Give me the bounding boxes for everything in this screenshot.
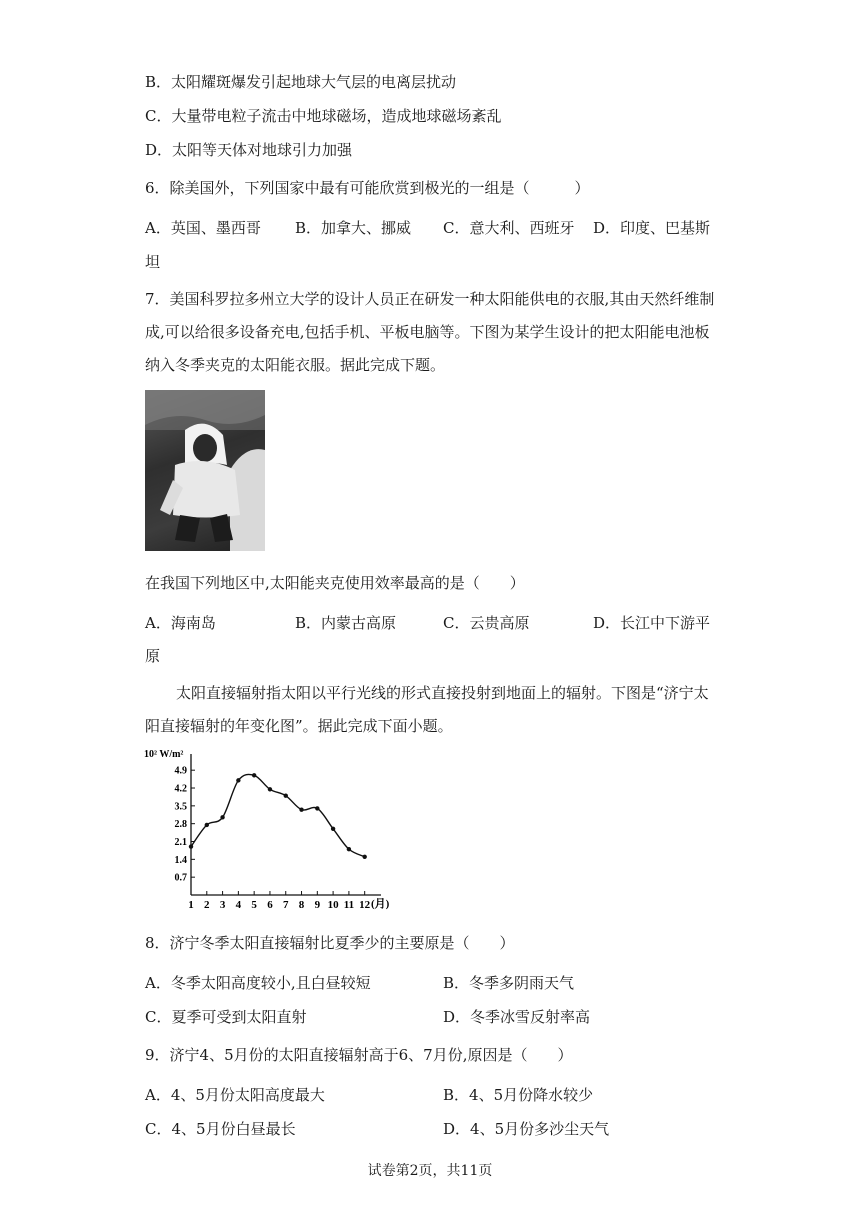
y-tick-label: 4.2 [174, 783, 187, 795]
q9-option-b: B．4、5月份降水较少 [443, 1086, 594, 1104]
y-tick-label: 2.8 [174, 819, 187, 831]
x-tick-label: 8 [298, 899, 305, 911]
data-point [362, 855, 366, 859]
q6-option-d: D．印度、巴基斯 [593, 219, 711, 237]
q6-stem: 6．除美国外，下列国家中最有可能欣赏到极光的一组是（ ） [145, 179, 590, 197]
data-point [220, 815, 224, 819]
solar-jacket-illustration [145, 390, 265, 551]
passage-line-1: 太阳直接辐射指太阳以平行光线的形式直接投射到地面上的辐射。下图是“济宁太 [176, 684, 709, 702]
series-line [191, 774, 365, 856]
y-tick-label: 3.5 [174, 801, 187, 813]
q5-option-c: C．大量带电粒子流击中地球磁场，造成地球磁场紊乱 [145, 107, 502, 125]
data-point [268, 787, 272, 791]
x-tick-label: 2 [204, 899, 210, 911]
data-point [284, 793, 288, 797]
data-point [189, 844, 193, 848]
q8-option-a: A．冬季太阳高度较小,且白昼较短 [145, 974, 371, 992]
q5-option-b: B．太阳耀斑爆发引起地球大气层的电离层扰动 [145, 73, 457, 91]
q7-stem: 在我国下列地区中,太阳能夹克使用效率最高的是（ ） [145, 574, 525, 592]
q7-intro-line-1: 7．美国科罗拉多州立大学的设计人员正在研发一种太阳能供电的衣服,其由天然纤维制 [145, 290, 715, 308]
q6-option-b: B．加拿大、挪威 [295, 219, 412, 237]
data-point [205, 823, 209, 827]
q5-option-d: D．太阳等天体对地球引力加强 [145, 141, 353, 159]
data-point [299, 807, 303, 811]
q6-option-a: A．英国、墨西哥 [145, 219, 261, 237]
radiation-line-chart [143, 745, 393, 915]
x-tick-label: 6 [267, 899, 273, 911]
q9-option-d: D．4、5月份多沙尘天气 [443, 1120, 610, 1138]
y-tick-label: 2.1 [174, 837, 187, 849]
q7-intro-line-3: 纳入冬季夹克的太阳能衣服。据此完成下题。 [145, 356, 446, 374]
q8-option-c: C．夏季可受到太阳直射 [145, 1008, 307, 1026]
x-tick-label: 4 [235, 899, 242, 911]
q7-option-d: D．长江中下游平 [593, 614, 711, 632]
q6-option-d-wrap: 坦 [145, 253, 161, 271]
q6-option-c: C．意大利、西班牙 [443, 219, 575, 237]
y-tick-label: 4.9 [174, 765, 187, 777]
x-tick-label: 7 [282, 899, 289, 911]
x-tick-label: 5 [251, 899, 257, 911]
q8-option-d: D．冬季冰雪反射率高 [443, 1008, 591, 1026]
x-tick-label: 1 [188, 899, 194, 911]
y-axis-label: 10² W/m² [144, 749, 184, 760]
q8-option-b: B．冬季多阴雨天气 [443, 974, 575, 992]
data-point [331, 827, 335, 831]
q9-option-a: A．4、5月份太阳高度最大 [145, 1086, 325, 1104]
y-tick-label: 0.7 [174, 872, 187, 884]
solar-jacket-photo [145, 390, 265, 551]
q9-option-c: C．4、5月份白昼最长 [145, 1120, 296, 1138]
q7-intro-line-2: 成,可以给很多设备充电,包括手机、平板电脑等。下图为某学生设计的把太阳能电池板 [145, 323, 710, 341]
data-point [236, 778, 240, 782]
q7-option-c: C．云贵高原 [443, 614, 530, 632]
x-axis-label: (月) [371, 898, 390, 910]
q7-option-d-wrap: 原 [145, 647, 161, 665]
q8-stem: 8．济宁冬季太阳直接辐射比夏季少的主要原是（ ） [145, 934, 515, 952]
page-footer: 试卷第2页，共11页 [367, 1163, 493, 1179]
x-tick-label: 10 [327, 899, 339, 911]
x-tick-label: 12 [359, 899, 371, 911]
passage-line-2: 阳直接辐射的年变化图”。据此完成下面小题。 [145, 717, 453, 735]
x-tick-label: 9 [314, 899, 321, 911]
data-point [347, 847, 351, 851]
q7-option-b: B．内蒙古高原 [295, 614, 397, 632]
data-point [252, 773, 256, 777]
x-tick-label: 11 [343, 899, 355, 911]
data-point [315, 806, 319, 810]
y-tick-label: 1.4 [174, 854, 187, 866]
q9-stem: 9．济宁4、5月份的太阳直接辐射高于6、7月份,原因是（ ） [145, 1046, 573, 1064]
x-tick-label: 3 [219, 899, 226, 911]
q7-option-a: A．海南岛 [145, 614, 216, 632]
